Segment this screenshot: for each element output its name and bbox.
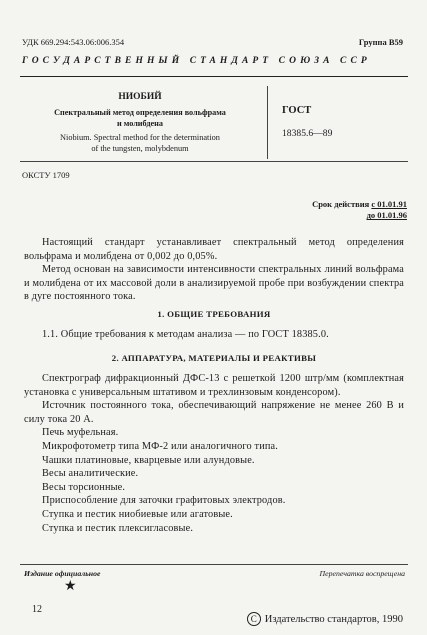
copyright-icon: С xyxy=(247,612,261,626)
section-1-body xyxy=(24,328,404,342)
section-1-heading: 1. ОБЩИЕ ТРЕБОВАНИЯ xyxy=(157,309,271,319)
bottom-rule xyxy=(20,564,408,565)
english-subtitle xyxy=(20,133,260,154)
official-edition-note: Издание официальное xyxy=(24,569,101,578)
equipment-item: Ступка и пестик ниобиевые или агатовые. xyxy=(42,508,233,520)
russian-subtitle-line-2: и молибдена xyxy=(116,119,163,128)
gost-label: ГОСТ xyxy=(282,105,312,116)
english-subtitle-line-1: Niobium. Spectral method for the determination xyxy=(60,133,220,142)
validity-from-date: с 01.01.91 xyxy=(371,199,407,209)
equipment-item: Весы торсионные. xyxy=(42,481,126,493)
intro-section xyxy=(24,236,404,304)
english-subtitle-line-2: of the tungsten, molybdenum xyxy=(91,143,189,153)
publisher-line xyxy=(247,612,403,626)
reprint-prohibited-note: Перепечатка воспрещена xyxy=(319,569,405,578)
equipment-item: Микрофотометр типа МФ-2 или аналогичного типа. xyxy=(42,440,278,452)
middle-rule xyxy=(20,161,408,162)
russian-subtitle xyxy=(20,107,260,129)
validity-to xyxy=(262,210,407,221)
equipment-item: Печь муфельная. xyxy=(42,427,119,439)
okstu-code: ОКСТУ 1709 xyxy=(22,170,70,180)
star-icon: ★ xyxy=(64,579,77,594)
equipment-item: Чашки платиновые, кварцевые или алундовые. xyxy=(42,454,255,466)
gost-number: 18385.6—89 xyxy=(282,128,333,139)
equipment-item: Весы аналитические. xyxy=(42,468,139,480)
publisher-name: Издательство стандартов, 1990 xyxy=(264,614,403,625)
section-1-paragraph-1: 1.1. Общие требования к методам анализа — по ГОСТ 18385.0. xyxy=(42,329,329,340)
validity-to-date: до 01.01.96 xyxy=(366,210,407,220)
section-2-body xyxy=(24,372,404,535)
russian-subtitle-line-1: Спектральный метод определения вольфрама xyxy=(54,108,226,117)
section-2-heading: 2. АППАРАТУРА, МАТЕРИАЛЫ И РЕАКТИВЫ xyxy=(111,353,317,363)
title-divider xyxy=(267,86,268,159)
equipment-item: Приспособление для заточки графитовых электродов. xyxy=(42,495,286,507)
section-2-paragraph-2: Источник постоянного тока, обеспечивающий напряжение не менее 260 В и силу тока 20 А. xyxy=(24,400,404,425)
document-title: НИОБИЙ xyxy=(118,92,162,102)
intro-paragraph-1: Настоящий стандарт устанавливает спектральный метод определения вольфрама и молибдена от 0,002 до 0,05%. xyxy=(24,237,404,262)
group-code: Группа В59 xyxy=(358,37,403,47)
validity-term xyxy=(262,199,407,221)
validity-label: Срок действия xyxy=(312,199,370,209)
gos-standard-banner: ГОСУДАРСТВЕННЫЙ СТАНДАРТ СОЮЗА ССР xyxy=(22,56,371,66)
equipment-item: Ступка и пестик плексигласовые. xyxy=(42,522,194,534)
top-rule xyxy=(20,76,408,77)
validity-from xyxy=(262,199,407,210)
section-2-paragraph-1: Спектрограф дифракционный ДФС-13 с решеткой 1200 штр/мм (комплектная установка с универсальным штативом и трехлинзовым конденсором). xyxy=(24,373,404,398)
udk-code: УДК 669.294:543.06:006.354 xyxy=(22,37,125,47)
intro-paragraph-2: Метод основан на зависимости интенсивности спектральных линий вольфрама и молибдена от их массовой доли в анализируемой пробе при возбуждении спектра в дуге постоянного тока. xyxy=(24,264,404,303)
page-number: 12 xyxy=(32,604,42,615)
